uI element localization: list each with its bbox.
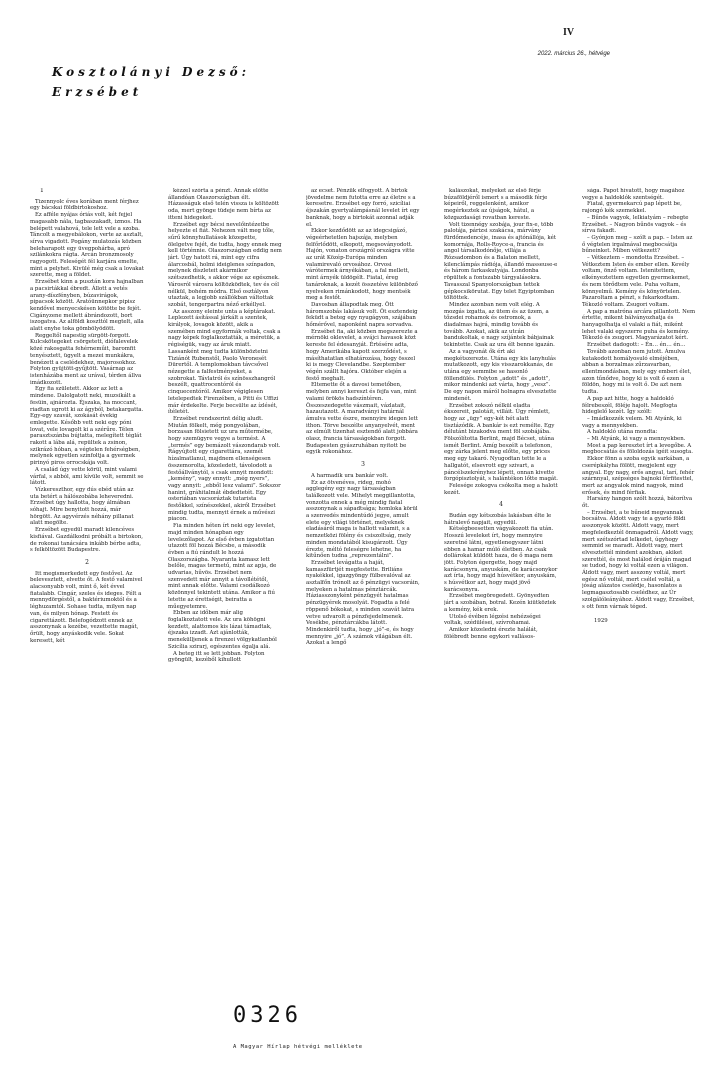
paragraph: Az asszony eleinte unta a képtárakat. Leplezett ásítással járkált a szentek, királyok, lovagok között, akik a szemében mind egyformák voltak, csak a nagy képek foglalkoztatták, a méretük, a régiségük, vagy az áruk miatt. Lassanként meg tudta különböztetni Tiziánót Rubenstől, Paolo Veronesét Dürertől. A templomokban távcsővel nézegette a falfestményeket, a szobrokat. Távlatról és színösszhangról beszélt, quattrocentóról és cinquecentóról. Amikor végiglesen letelepedtek Firenzében, a Pitti és Uffizi már érdekelte. Ferje becsülte az ízlését, ítéletét.	[168, 308, 281, 416]
paragraph: A pap a matróna arcára pillantott. Nem értette, mikent bálványozhatja és hanyagolhatja el valaki a fiát, miként lehet valaki egyszerre puha és kemény. Tékozló és zsugori. Magyarázatot kért.	[582, 308, 696, 342]
author-name: Kosztolányi Dezső:	[52, 65, 251, 79]
paragraph: Reggeltől napestig sürgött-forgott. Kulcskötegeket csörgetett, diófalevelek közé rakosgatta fehérneműit, baromfit tenyésztett, ügyelt a mezei munkákra, benézett a cselédekhez, majorosokhoz. Folyton gyüjtött-gyűjtött. Vasárnap az istenházába ment az urával, térden állva imádkozott.	[30, 332, 142, 386]
paragraph: Davosban állapodtak meg. Ött háromszobás lakásuk volt. Öt esztendeig feküdt a beteg egy nyugágyon, szájában hőmérővel, naponként napra sorvadva.	[306, 301, 418, 329]
paragraph: Ez afféle nyájas óriás volt, két fejjel magasabb nála, tagbaszakadt, izmos. Ha belépett valahová, tele lett vele a szoba. Táncolt a megyebálokon, verte az asztalt, sírva vigadott. Pogány mulatozás közben beleharapott egy üvegpohárba, apró szilánkokra rágta. Arcán bronzmosoly ragyogott. Feleségét fél karjára emelte, mint a pelyhet. Kivülé még csak a lovakat szerette, meg a földet.	[30, 212, 144, 279]
text-column-2	[168, 188, 282, 930]
paragraph: A család úgy vette körül, mint valami várfal, s abból, ami kívüle volt, semmit se látott.	[30, 466, 144, 487]
paragraph: Kétségbeesetten vágyakozott fia után. Hosszú leveleket írt, hogy mennyire szeretné látni, egyetlenegyszer látni ebben a hamar múló életben. Az csak dollárokat küldött haza, de ő maga nem jött. Folyton égergette, hogy majd karácsonyra, anyuskám, de karácsonykor azt írta, hogy majd húsvétkor, anyuskám, s húsvétkor azt, hogy majd jövő karácsonyra.	[444, 526, 558, 593]
paragraph: Erzsébet dadogott: – Én… én… én…	[587, 342, 686, 349]
paragraph: A pap azt hitte, hogy a haldokló félrebeszél, föléje hajolt. Megfogta hideglelő kezét. Így szólt:	[582, 395, 678, 416]
paragraph: Erzsébet fia, aki közben megszerezte a mérnöki oklevelet, a svájci havasok közt kereste fel édesanyját. Értésére adta, hogy Amerikába kapott szerződést, s másíthatatlan elhatározása, hogy összel ki is megy Clevelandbe. Szeptember végén szállt hajóra. Október elején a festő meghalt.	[306, 328, 418, 382]
paragraph: Mindez azonban nem volt elég. A mozgás izgatta, az ütem és az üzem, a tőzsdei rohamok és ostromok, a diadalmas hajrá, mindig tovább és tovább. Azokat, akik az utcán bandukoltak, e nagy szíjántek bábjainak tekintette. Csak az ura élt benne igazán.	[444, 301, 555, 349]
paragraph: A beteg itt se lett jobban. Folyton gyöngült, kezéből kihullott	[168, 650, 265, 664]
text-column-3	[306, 188, 420, 930]
paragraph: A haldokló utána mondta:	[587, 429, 658, 436]
paragraph: Erzsébet levágatta a haját, kamaszfürtjét megfestette. Briliáns nyakékkel, igazgyöngy fülbevalóval az asztalfőn trónolt az ő pénzügyi vacsoráin, melyeken a hatalmas pénztárcák. Háziasszonyként pénzügyét hatalmas pénzügyérek mosolyát. Fogadta a felé röppenő bókokat, s minden szavát latra vetve udvarolt a pénzfejedelmenek. Vesékbe, pénztárcákba látott. Mindenkiről tudta, hogy „jó”-e, és hogy mennyire „jó”. A számok világában élt. Azokat a lengő	[306, 559, 420, 647]
section-number: 4	[499, 501, 503, 509]
paragraph: Amikor közeledni érezte halálát, fölébredt benne egykori vallásos-	[444, 627, 538, 640]
paragraph: Harsány hangon szólt hozzá, bátorítva őt.	[582, 496, 693, 510]
paragraph: – Erzsébet, a te bűneid megvannak bocsátva. Áldott vagy te a gyarló földi asszonyok között. Áldott vagy, mert megfeledkeztél önmagadról. Áldott vagy, mert szétszórtad lelkedet, úgyhogy semmid se maradt. Áldott vagy, mert elvesztettél mindent azokban, akiket szerettél, és most halálod óráján magad se tudod, hogy ki voltál ezen a világon. Áldott vagy, mert asszony voltál, mert egész nő voltál, mert csélel voltál, a jóság alázatos cselédje, hasonlatos a legmagasztosabb cselédhez, az Úr szolgálóleányához. Áldott vagy, Erzsébet, s ott fenn várnak téged.	[582, 509, 695, 610]
paragraph: Fiatal, gyermekarcú pap lépett be, rajongó kék szemekkel.	[582, 201, 682, 215]
page-roman-number: IV	[563, 27, 575, 38]
paragraph: Erzsébet kinn a pusztán kora hajnalban a pacsirtákkal ébredt. Állott a vetés arany-díszfényben, búzavirágok, pipacsok között. Aratóünnepkor pipisz kendővel menyecskésen kötötte be fejét. Cigányzene mellett ábrándozott, bort iszogatva. Az alföldi koszttól megtelt, alla alatt enyhe toka gömbölyödött.	[30, 279, 144, 333]
story-name: Erzsébet	[52, 85, 143, 99]
section-number: 1	[40, 188, 44, 194]
paragraph: Ekkor kezdődött az az idegcsigázó, végeérhetetlen hajszája, melyben felfőrlődött, elkopott, megsoványodott. Hajón, vonaton országról országra vitte az urát Közép-Európa minden valamirevaló orvosához. Orvosi várótermek árnyékában, a fal mellett, mint árnyék üldögélt. Fiatal, éreg tanároknak, a kezét összetéve különböző nyelveken rimánkodott, hogy mentsék meg a festőt.	[306, 228, 418, 302]
paragraph: Eltemette őt a davosi temetőben, melyben annyi kereszt és fejfa van, mint valami örökös hadszíntéren. Összeszedegette vászmait, vázlatait, hazautazott. A maradványi határnál ámulva vette észre, mennyire idegen lett ithon. Törve beszélte anyanyelvét, ment az elmúlt tizenhat esztendő alatt jobbára olasz, francia társaságokban forgott. Budapesten gyászruhában nyitott be egyik rokonához.	[306, 382, 418, 456]
paragraph: Budán egy kétszobás lakásban élte le hátralevő napjait, egyedül.	[444, 513, 552, 526]
paragraph: Ebben az időben már alig foglalkoztatott vele. Az ura köhögni kezdett, alattomos kis lázai támadtak, éjszaka izzadt. Azt ajánlották, menekülljenek a firenzei völgykatlanból Szicília szirarj, egészentes égalja alá.	[168, 610, 277, 650]
paragraph: – Vétkeztem – mondotta Erzsébet. – Vétkeztem Isten és ember ellen. Kevély voltam, önző voltam. Istenitettem, elkényeztettem egyetlen gyermekemet, és nem törődtem vele. Puha voltam, könnyelmű. Kemény és könyörtelen. Pazaroltam a pénzt, s fukarkodtam. Tékozló voltam. Zsugori voltam.	[582, 255, 690, 308]
paragraph: Tizennyolc éves korában ment férjhez egy bácskai földbirtokoshoz.	[30, 198, 139, 212]
paragraph: Felesége zokogva csókolta meg a halott kezét.	[444, 482, 558, 496]
paragraph: kézzel szórta a pénzt. Annak előtte állandóan Olaszországban élt. Házasságuk első telén vissza is költözött oda, mert gyönge tüdeje nem bírta az itteni hidegeket.	[168, 188, 280, 221]
paragraph: Erzsébet zokszó nélkül eladta ékszereit, palotáit, villáit. Úgy rémlett, hogy az „ügy” egy-két hét alatt tisztázódik. A bankár is ezt remélte. Egy délutánt bizakodva ment föl szobájába. Fölszólította Berlint, majd Bécset, utána ismét Berlint. Amíg beszélt a telefonon, egy zárka jelent meg előtte, egy prices meg egy takaró. Nyugodtan tette le a hallgatót, elsevrott egy szivart, a páncélszekrényhez lépett, onnan kivette forgópisztolyát, s halántékon lőtte magát.	[444, 402, 558, 483]
story-title	[52, 62, 250, 102]
supplement-subtitle: A Magyar Hírlap hétvégi melléklete	[233, 1044, 363, 1050]
article-body	[30, 188, 706, 930]
text-column-5	[582, 188, 696, 930]
paragraph: Volt tizennégy szobája, jour fix-e, több palotája, párizsi szakácsa, márvány fürdőmedencéje, inasa és ajtónállója, két komornája, Rolls-Royce-a, francia és angol társalkodónője, villája a Rózsadombon és a Balaton mellett, kilenclámpás rádiója, állandó masseuse-e és három farkaskutyája. Londonba röpültek a fontszabb tárgyalásokra. Tavasszal Spanyolországban tettek gépkocsikörutat. Egy telet Egyiptomban töltöttek.	[444, 221, 558, 302]
paragraph: Az a vagyonát ők ért aki megkétszerezte. Utána egy kis lanyhulás mutatkozott, egy kis visszarokkanás, de utána egy semmibe se hasonló föllendülés. Folyton „adott” és „adott”, mikor mindenki azt várta, hogy „vesz”. De egy napon máról holnapra elvesztette mindenét.	[444, 348, 557, 402]
paragraph: Itt megismerkedett egy festővel. Az belevesztett, elvette őt. A festő valamivel alacsonyabb volt, mint ő, két évvel fiatalabb. Cingár, szeles és ideges. Félt a mennydörgéstől, a baktériumoktól és a léghuzamtól. Sohase tudta, milyen nap van, és milyen hónap. Festett és cigarettázott. Belefogódzott ennek az asszonynak a kezébe, vezettette magát, őrült, hogy anyáskodik vele. Sokat keresett, két	[30, 570, 143, 644]
paragraph: sága. Papot hívatott, hogy magához vegye a haldoklók szentségét.	[582, 188, 685, 201]
paragraph: Utolsó évében légzési nehézségei voltak, szédülései, szívrohamai.	[444, 613, 541, 627]
text-column-4	[444, 188, 558, 930]
paragraph: az ecset. Pénzük elfogyott. A birtok jövedelme nem futotta erre az életre s a keresetre. Erzsébet egy forró, szicíliai éjszakán gyertyalámpásnál levelet írt egy banknak, hogy a birtokát azonnal adják el.	[306, 188, 420, 228]
paragraph: – Gyónjon meg – szólt a pap. – Isten az ő végtelen irgalmával megbocsátja bűneinket. Miben vétkezett?	[582, 234, 693, 255]
paragraph: – Imádkozzék velem. Mi Atyánk, ki vagy a mennyekben.	[582, 415, 682, 429]
paragraph: Fia minden héten írt neki egy levelet, majd minden hónapban egy levelezőlapot. Az első évben izgatottan utazott föl hozzá Bécsbe, a második évben a fiú rándult le hozzá Olaszországba. Nyaranta kamasz lett belőle, magas termetű, mint az apja, de udvarias, hűvös. Erzsébet nem szenvedett már annyit a távollététől, mint annak előtte. Valami csodálkozó közönnyel tekintett utána. Amikor a fiú letette az érettségit, beiratta a műegyetemre.	[168, 523, 277, 610]
paragraph: A harmadik ura bankár volt.	[311, 472, 389, 479]
paragraph: – Mi Atyánk, ki vagy a mennyekben.	[587, 436, 686, 443]
paragraph: kalászokat, melyeket az első férje búzaföldjéről ismert s a második férje képeiről, reggelenként, amikor megérkeztek az újságok, hátul, a közgazdasági rovatban kereste.	[444, 188, 548, 221]
text-column-1	[30, 188, 144, 930]
section-number: 3	[361, 461, 365, 469]
story-year: 1929	[594, 618, 608, 625]
paragraph: – Bűnös vagyok, lelkiatyám – rebegte Erzsébet. – Nagyon bűnös vagyok – és sírva fakadt.	[582, 214, 689, 235]
paragraph: Vízkereszthor, egy dús ebéd után az uta betért a hálószobába leheveredni. Erzsébet úgy hallotta, hogy álmában sóhajt. Mire benyitott hozzá, már hörgött. Az agyvérzés néhány pillanat alatt megölte.	[30, 486, 134, 527]
paragraph: Tovább azonban nem jutott. Ámulva kutakodott homályosuló elméjében, abban a borzalmas zűrzavarban, ellentmondásban, mely egy emberi élet, azon tűnődve, hogy ki is volt ő ezen a földön, hogy mi is volt ő. De azt nem tudta.	[582, 348, 692, 396]
issue-number: 0326	[233, 1003, 302, 1028]
paragraph: Ekkor fönn a szoba egyik sarkában, a cserépkályha fölött, megjelent egy angyal. Egy nagy, erős angyal, tarí, fehér szárnnyal, szépséges bajnoki férfitesttel, mert az angyalok mind nagyok, mind erősek, és mind férfiak.	[582, 456, 695, 496]
paragraph: Erzsébet egyedül maradt kilencéves kisfiával. Gazdálkodni próbált a birtokon, de rokonai tanácsára inkább bérbe adta, s felköltözött Budapestre.	[30, 527, 143, 554]
paragraph: Ez az ötvenéves, rideg, mohó agglegény egy nagy társaságban találkozott vele. Mihelyt meggillantotta, vonzotta ennek a még mindig fiatal asszonynak a sápadtsága; homloka körül a szenvedés mindentúdó jegye, amult elete egy világi történet, melyeknek eladásáról maga is hallott valamit, s a nemzetközi fölény és csiszoltság, mely minden mondatából kisugárzott. Úgy érezte, méltó feleségre lehetne, ha kitűnően tudna „reprezentálni”.	[306, 479, 418, 560]
paragraph: Most a pap keresztet írt a levegőbe. A megbocsátás és föloldozás igéit susogta.	[582, 442, 693, 456]
issue-date: 2022. március 26., hétvége	[537, 51, 610, 57]
section-number: 2	[85, 558, 89, 566]
paragraph: Egy fia született. Akkor az lett a mindene. Dalolgatott neki, muzsikált a fesüin, ajnározta. Éjszaka, ha moccant, riadtan ugrott ki az ágyból, betakargatta. Egy-egy szavát, szokását évekig emlegette. Később vett neki egy póni lovat, vele lovagolt ki a szérűre. Télen parasztszánba bújtatta, melegített téglát rakott a lába alá, repültek a zsinon, szikrázó hóban, a végtelen fehérségben, melynek egyetlen színfoltja a gyermek pirinyó piros orrocskája volt.	[30, 386, 144, 467]
paragraph: Erzsébet egy bécsi nevelőintézetbe helyezte el fiát. Nehezen vált meg tőle, sűrű könnyhullatások közepette, ölelgetve fejét, de tudta, hogy ennek meg kell történnie. Olaszországban eddig nem járt. Úgy hatott rá, mint egy cifra álarcosbál, holmi ideiglenes színpadon, melynek díszleteit akármikor szétszedhetik, s akkor vége az egésznek. Városról városra költözködtek, tev és cél nélkül, bohém módra. Első osztályon utaztak, a legjobb szállókban váltottak szobát, tengerpartra néző erkéllyel.	[168, 221, 282, 308]
paragraph: Erzsébet rendszerint délig aludt. Miután fölkelt, még pongyolában, borzasan fölsietett uz ura műtermébe, hogy szemügyre vegye a termést. A „termés” egy bemázolt vászondarab volt. Rágyújtott egy cigarettára, szemét hízalmatlanul, majdnem ellenségesen összemorolta, közeledett, távolodott a festőállványtól, s csak ennyit mondott: „kemény”, vagy ennyit: „még nyers”, vagy annyit: „ebből lesz valami”. Sokszor hanint, gráhitalmát ébdedtetét. Egy osteriában vacsoráztak tutarista festőkkel, színészekkel, akiről Erzsébet mindig tudta, mennyit érnek a művészi piacon.	[168, 415, 281, 523]
paragraph: Erzsébet megöregedett. Gyönyedten járt a szobában, botral. Kezén kiütköztek a kemény, kék erek.	[444, 593, 557, 613]
